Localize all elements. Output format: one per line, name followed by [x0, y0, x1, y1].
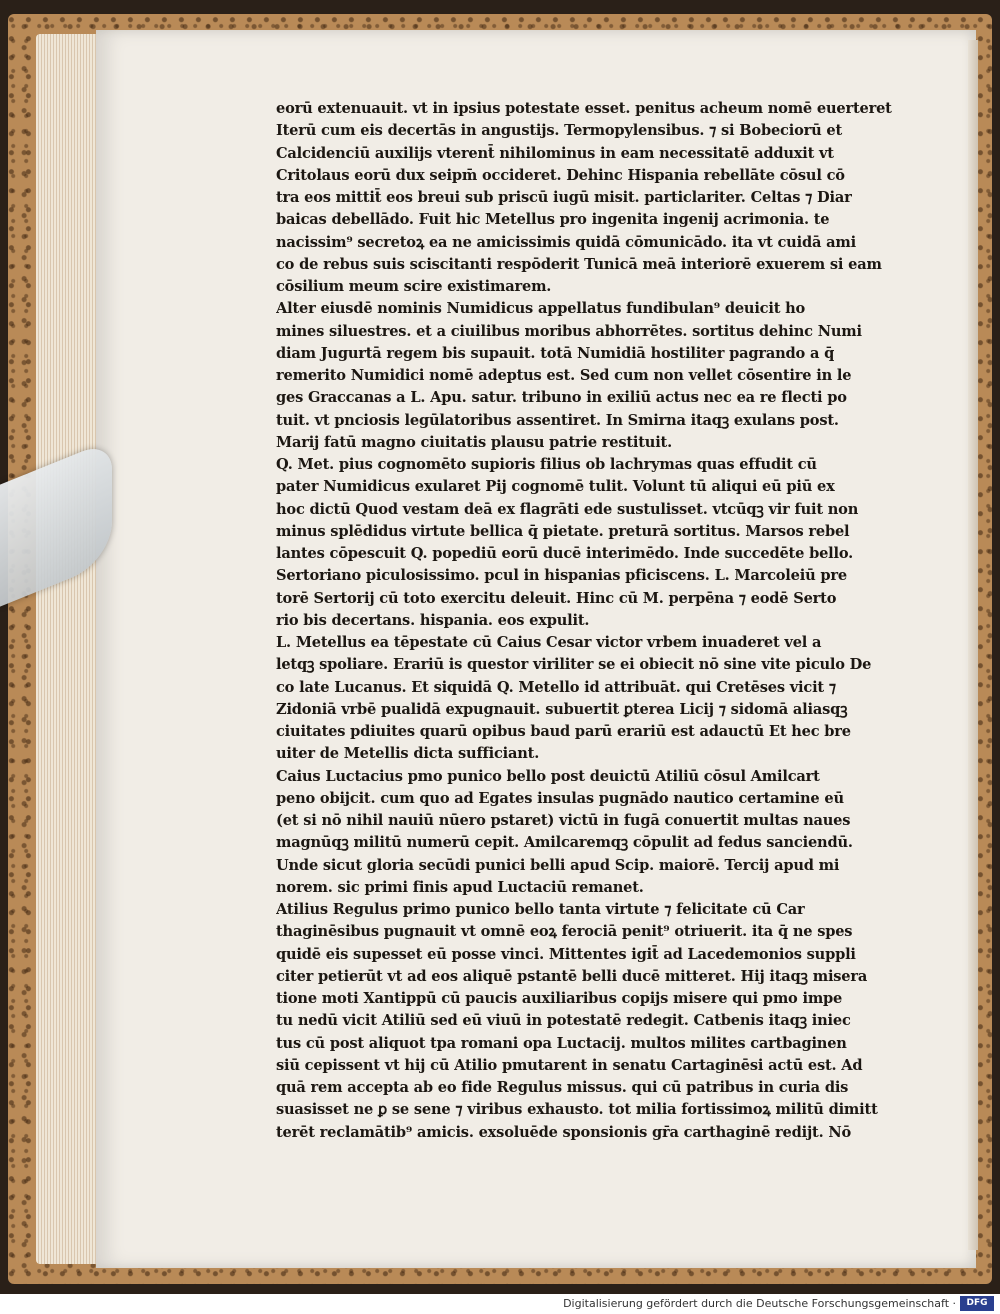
page-edges [36, 34, 100, 1264]
text-line: co late Lucanus. Et siquidā Q. Metello id attribuāt. qui Cretēses vicit ⁊ [276, 678, 836, 696]
text-line: tuit. vt pnciosis legūlatoribus assentiret. In Smirna itaqꝫ exulans post. [276, 411, 839, 429]
text-line: baicas debellādo. Fuit hic Metellus pro ingenita ingenij acrimonia. te [276, 211, 830, 229]
text-line: quā rem accepta ab eo fide Regulus missus. qui cū patribus in curia dis [276, 1079, 849, 1096]
text-line: tus cū post aliquot tpa romani opa Luctacij. multos milites cartbaginen [276, 1034, 847, 1052]
text-line: eorū extenuauit. vt in ipsius potestate esset. penitus acheum nomē euerteret [276, 100, 892, 117]
text-line: magnūqꝫ militū numerū cepit. Amilcaremqꝫ cōpulit ad fedus sanciendū. [276, 834, 853, 852]
footer-bar [0, 1294, 1000, 1314]
text-line: tione moti Xantippū cū paucis auxiliaribus copijs misere qui pmo impe [276, 990, 843, 1007]
text-line: ges Graccanas a L. Apu. satur. tribuno in exiliū actus nec ea re flecti po [276, 389, 847, 407]
text-line: ciuitates pdiuites quarū opibus baud parū erariū est adauctū Et hec bre [276, 723, 851, 740]
text-line: hoc dictū Quod vestam deā ex flagrāti ede sustulisset. vtcūqꝫ vir fuit non [276, 500, 859, 518]
printed-text [276, 98, 898, 1144]
text-line: minus splēdidus virtute bellica q̄ pietate. preturā sortitus. Marsos rebel [276, 522, 850, 540]
text-line: diam Jugurtā regem bis supauit. totā Numidiā hostiliter pagrando a q̄ [276, 344, 835, 362]
text-line: norem. sic primi finis apud Luctaciū remanet. [276, 878, 644, 896]
text-line: uiter de Metellis dicta sufficiant. [276, 745, 540, 763]
dfg-logo: DFG [960, 1296, 994, 1311]
text-line: Unde sicut gloria secūdi punici belli apud Scip. maiorē. Tercij apud mi [276, 856, 840, 874]
text-line: letqꝫ spoliare. Erariū is questor viriliter se ei obiecit nō sine vite piculo De [276, 656, 872, 674]
text-line: suasisset ne ꝑ se sene ⁊ viribus exhausto. tot milia fortissimoꝝ militū dimitt [276, 1101, 878, 1119]
text-line: (et si nō nihil nauiū nūero pstaret) victū in fugā conuertit multas naues [276, 812, 851, 829]
text-line: peno obijcit. cum quo ad Egates insulas pugnādo nautico certamine eū [276, 789, 844, 807]
text-line: lantes cōpescuit Q. popediū eorū ducē interimēdo. Inde succedēte bello. [276, 545, 854, 562]
text-line: Alter eiusdē nominis Numidicus appellatus fundibulan⁹ deuicit ho [276, 300, 806, 318]
text-line: Sertoriano piculosissimo. pcul in hispanias pficiscens. L. Marcoleiū pre [276, 567, 847, 585]
text-line: tu nedū vicit Atiliū sed eū viuū in potestatē redegit. Catbenis itaqꝫ iniec [276, 1012, 851, 1030]
text-line: Q. Met. pius cognomēto supioris filius ob lachrymas quas effudit cū [276, 456, 817, 473]
text-line: Zidoniā vrbē pualidā expugnauit. subuertit ꝑterea Licij ⁊ sidomā aliasqꝫ [276, 700, 848, 718]
text-line: co de rebus suis sciscitanti respōderit Tunicā meā interiorē exuerem si eam [276, 255, 882, 273]
facing-page-edge [968, 40, 978, 1250]
text-line: cōsilium meum scire existimarem. [276, 278, 552, 295]
footer-credit: Digitalisierung gefördert durch die Deutsche Forschungsgemeinschaft · [563, 1297, 956, 1310]
text-line: Calcidenciū auxilijs vterent̄ nihilominus in eam necessitatē adduxit vt [276, 144, 834, 162]
text-line: tra eos mittit̄ eos breui sub priscū iugū misit. particlariter. Celtas ⁊ Diar [276, 189, 852, 206]
text-line: Critolaus eorū dux seipm̄ occideret. Dehinc Hispania rebellāte cōsul cō [276, 166, 845, 184]
text-line: remerito Numidici nomē adeptus est. Sed cum non vellet cōsentire in le [276, 367, 852, 384]
text-line: L. Metellus ea tēpestate cū Caius Cesar victor vrbem inuaderet vel a [276, 634, 822, 651]
text-line: terēt reclamātib⁹ amicis. exsoluēde sponsionis gr̄a carthaginē redijt. Nō [276, 1123, 852, 1141]
text-line: torē Sertorij cū toto exercitu deleuit. Hinc cū M. perpēna ⁊ eodē Serto [276, 589, 837, 607]
text-line: citer petierūt vt ad eos aliquē pstantē belli ducē mitteret. Hij itaqꝫ misera [276, 967, 868, 985]
text-line: pater Numidicus exularet Pij cognomē tulit. Volunt tū aliqui eū piū ex [276, 478, 835, 496]
text-line: Atilius Regulus primo punico bello tanta virtute ⁊ felicitate cū Car [276, 901, 805, 918]
text-line: quidē eis supesset eū posse vinci. Mittentes igit̄ ad Lacedemonios suppli [276, 945, 856, 963]
text-line: Marij fatū magno ciuitatis plausu patrie restituit. [276, 433, 672, 451]
text-line: rio bis decertans. hispania. eos expulit. [276, 611, 590, 629]
text-line: thaginēsibus pugnauit vt omnē eoꝝ ferociā penit⁹ otriuerit. ita q̄ ne spes [276, 923, 853, 941]
text-line: siū cepissent vt hij cū Atilio pmutarent in senatu Cartaginēsi actū est. Ad [276, 1056, 863, 1074]
text-line: nacissim⁹ secretoꝝ ea ne amicissimis quidā cōmunicādo. ita vt cuidā ami [276, 233, 856, 251]
text-line: Caius Luctacius pmo punico bello post deuictū Atiliū cōsul Amilcart [276, 767, 820, 785]
text-line: mines siluestres. et a ciuilibus moribus abhorrētes. sortitus dehinc Numi [276, 322, 862, 340]
text-line: Iterū cum eis decertās in angustijs. Termopylensibus. ⁊ si Bobeciorū et [276, 122, 843, 140]
